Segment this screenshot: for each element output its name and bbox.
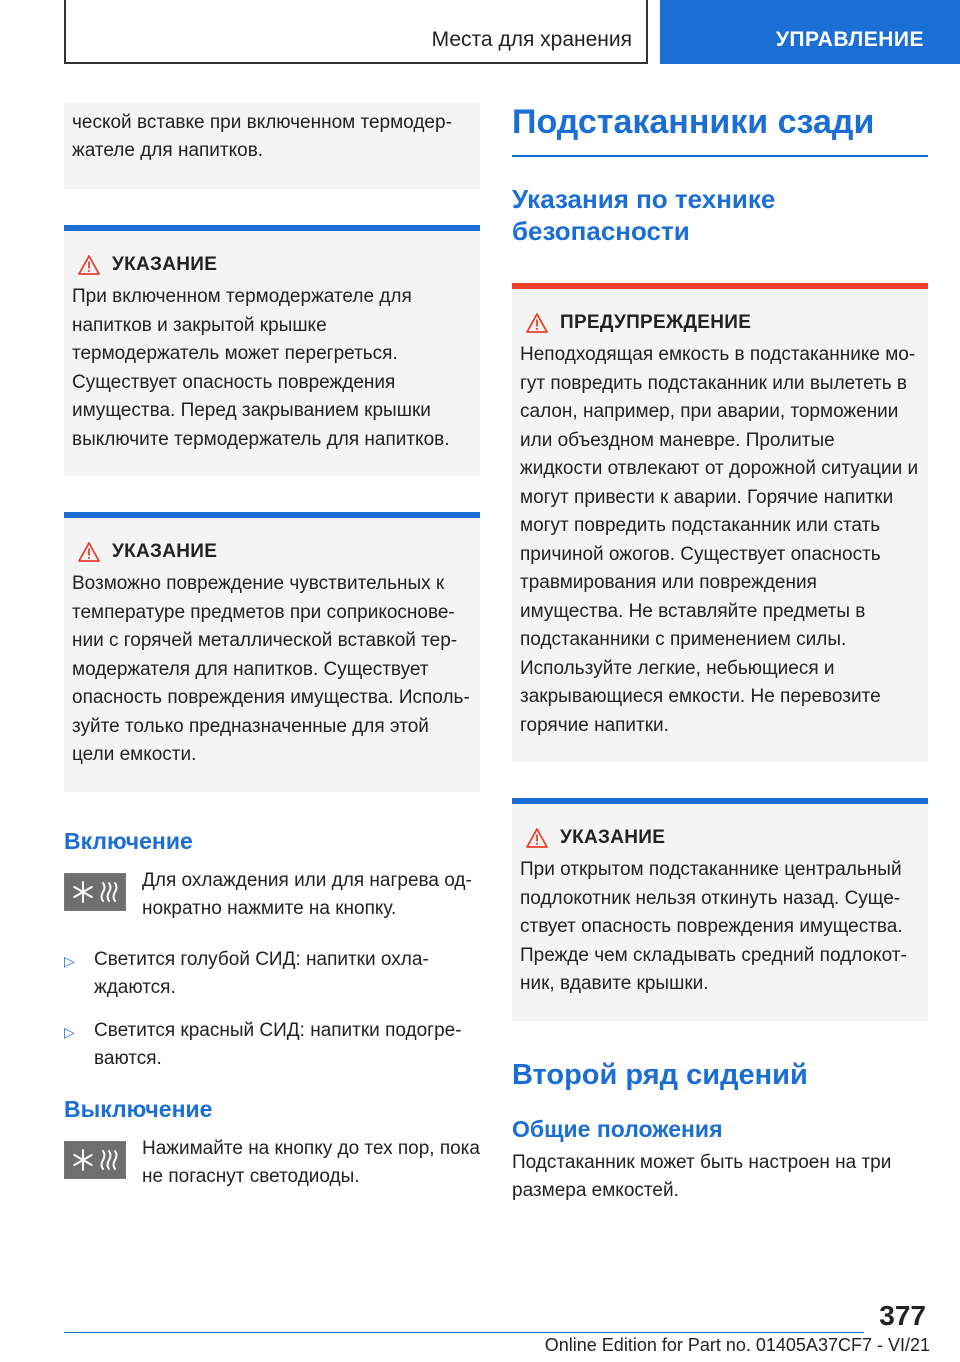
right-column <box>512 103 928 1206</box>
note-box-2 <box>64 512 480 792</box>
bullet-list <box>64 946 480 1074</box>
header-section-title: Места для хранения <box>431 28 632 51</box>
footer-divider <box>64 1332 864 1333</box>
note-box-3 <box>512 798 928 1021</box>
switch-on-text: Для охлаждения или для нагрева однократно нажмите на кнопку. <box>142 869 472 919</box>
note-box-1 <box>64 225 480 476</box>
heading-switch-off: Выключение <box>64 1095 213 1122</box>
note-body: При открытом подстаканнике центральный подлокотник нельзя откинуть назад. Существует опасность повреждения имущества. Прежде чем складывать средний подлокотник, вдавите крышки. <box>520 859 907 994</box>
warning-title: ПРЕДУПРЕЖДЕНИЕ <box>560 312 752 333</box>
warning-body: Неподходящая емкость в подстаканнике могут повредить подстаканник или вылететь в салон, например, при аварии, торможении или объездном маневре. Пролитые жидкости отвлекают от дорожной ситуации и могут привести к аварии. Горячие напитки могут повредить подстаканник или стать причиной ожогов. Существует опасность травмирования или повреждения имущества. Не вставляйте предметы в подстаканники с применением силы. Используйте легкие, небьющиеся и закрывающиеся емкости. Не перевозите горячие напитки. <box>520 344 919 736</box>
warning-triangle-icon <box>526 313 548 333</box>
bullet-triangle-icon: ▷ <box>64 1023 75 1040</box>
cool-heat-button-icon <box>64 873 126 911</box>
page-number: 377 <box>879 1300 926 1331</box>
footer-edition: Online Edition for Part no. 01405A37CF7 - VI/21 <box>544 1335 930 1355</box>
bullet-triangle-icon: ▷ <box>64 952 75 969</box>
continuation-text: ческой вставке при включенном термодержателе для напитков. <box>72 112 452 161</box>
switch-off-text: Нажимайте на кнопку до тех пор, пока не погаснут светодиоды. <box>142 1137 480 1187</box>
note-title: УКАЗАНИЕ <box>560 827 666 848</box>
warning-triangle-icon <box>526 828 548 848</box>
header-section-tab <box>64 0 648 64</box>
switch-off-row <box>64 1135 480 1192</box>
list-item <box>64 1017 480 1074</box>
list-item-text: Светится голубой СИД: напитки охлаждаются. <box>94 948 429 998</box>
page-title: Подстаканники сзади <box>512 101 928 157</box>
list-item-text: Светится красный СИД: напитки подогреваются. <box>94 1019 462 1069</box>
note-body: Возможно повреждение чувствительных к температуре предметов при соприкосновении с горячей металлической вставкой термодержателя для напитков. Существует опасность повреждения имущества. Используйте только предназначенные для этой цели емкости. <box>72 573 470 765</box>
warning-box <box>512 283 928 762</box>
header-chapter-title: УПРАВЛЕНИЕ <box>775 28 924 51</box>
heat-waves-icon <box>99 1148 119 1172</box>
warning-triangle-icon <box>78 542 100 562</box>
switch-on-row <box>64 867 480 924</box>
snowflake-icon <box>71 880 95 904</box>
note-title: УКАЗАНИЕ <box>112 541 218 562</box>
general-text: Подстаканник может быть настроен на три размера емкостей. <box>512 1151 892 1201</box>
note-body: При включенном термодержателе для напитков и закрытой крышке термодержатель может перегреться. Существует опасность повреждения имущества. Перед закрыванием крышки выключите термодержатель для напитков. <box>72 286 450 450</box>
header-chapter-tab <box>660 0 960 64</box>
continuation-box <box>64 103 480 189</box>
note-title: УКАЗАНИЕ <box>112 254 218 275</box>
second-row-heading: Второй ряд сидений <box>512 1058 808 1091</box>
warning-triangle-icon <box>78 255 100 275</box>
snowflake-icon <box>71 1148 95 1172</box>
left-column <box>64 103 480 1192</box>
safety-heading: Указания по технике безопасности <box>512 184 776 246</box>
cool-heat-button-icon <box>64 1141 126 1179</box>
general-heading: Общие положения <box>512 1115 723 1142</box>
heading-switch-on: Включение <box>64 827 193 854</box>
list-item <box>64 946 480 1003</box>
heat-waves-icon <box>99 880 119 904</box>
